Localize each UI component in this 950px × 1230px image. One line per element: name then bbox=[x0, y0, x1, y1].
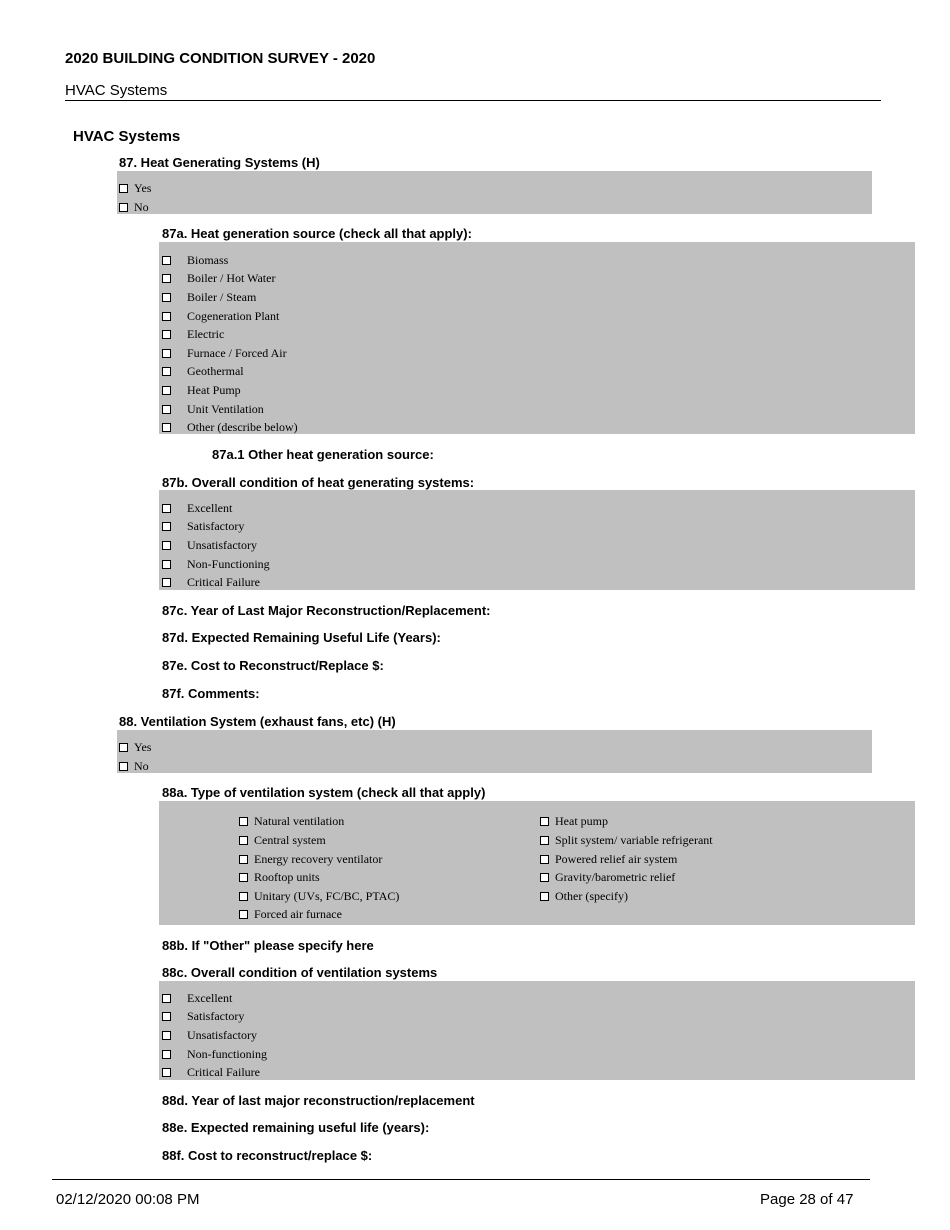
checkbox[interactable] bbox=[162, 274, 171, 283]
question-88e-label: 88e. Expected remaining useful life (years): bbox=[162, 1120, 430, 1135]
checkbox[interactable] bbox=[239, 873, 248, 882]
question-87f-label: 87f. Comments: bbox=[162, 686, 260, 701]
question-87a-label: 87a. Heat generation source (check all that apply): bbox=[162, 226, 472, 241]
checkbox[interactable] bbox=[239, 910, 248, 919]
checkbox[interactable] bbox=[162, 560, 171, 569]
q87b-options-panel: Excellent Satisfactory Unsatisfactory Non-Functioning Critical Failure bbox=[159, 490, 915, 590]
footer-timestamp: 02/12/2020 00:08 PM bbox=[56, 1191, 200, 1208]
question-88c-label: 88c. Overall condition of ventilation systems bbox=[162, 965, 438, 980]
q87-options-panel: Yes No bbox=[117, 171, 872, 214]
q87a-options-panel: Biomass Boiler / Hot Water Boiler / Steam Cogeneration Plant Electric Furnace / Forced Air Geothermal Heat Pump Unit Ventilation Other (describe below) bbox=[159, 242, 915, 434]
question-87d-label: 87d. Expected Remaining Useful Life (Years): bbox=[162, 630, 441, 645]
question-88-label: 88. Ventilation System (exhaust fans, etc) (H) bbox=[119, 714, 396, 729]
checkbox[interactable] bbox=[540, 836, 549, 845]
question-87a1-label: 87a.1 Other heat generation source: bbox=[212, 447, 434, 462]
question-87-label: 87. Heat Generating Systems (H) bbox=[119, 155, 320, 170]
checkbox[interactable] bbox=[239, 817, 248, 826]
checkbox[interactable] bbox=[119, 762, 128, 771]
checkbox[interactable] bbox=[162, 293, 171, 302]
checkbox[interactable] bbox=[540, 873, 549, 882]
checkbox[interactable] bbox=[162, 1031, 171, 1040]
footer-divider bbox=[52, 1179, 870, 1180]
checkbox[interactable] bbox=[162, 1068, 171, 1077]
checkbox[interactable] bbox=[162, 330, 171, 339]
checkbox[interactable] bbox=[119, 184, 128, 193]
section-title: HVAC Systems bbox=[73, 128, 181, 145]
q88a-options-panel: Natural ventilation Central system Energy recovery ventilator Rooftop units Unitary (UVs, FC/BC, PTAC) Forced air furnace Heat pump Split system/ variable refrigerant Powered relief air system Gravity/barometric relief Other (specify) bbox=[159, 801, 915, 925]
question-88b-label: 88b. If "Other" please specify here bbox=[162, 938, 374, 953]
question-87e-label: 87e. Cost to Reconstruct/Replace $: bbox=[162, 658, 384, 673]
question-88a-label: 88a. Type of ventilation system (check all that apply) bbox=[162, 785, 486, 800]
checkbox[interactable] bbox=[162, 367, 171, 376]
q88-options-panel: Yes No bbox=[117, 730, 872, 773]
survey-title: 2020 BUILDING CONDITION SURVEY - 2020 bbox=[65, 50, 376, 67]
checkbox[interactable] bbox=[239, 892, 248, 901]
checkbox[interactable] bbox=[540, 817, 549, 826]
footer-page-number: Page 28 of 47 bbox=[760, 1191, 854, 1208]
checkbox[interactable] bbox=[119, 743, 128, 752]
header-divider bbox=[65, 100, 881, 101]
q88c-options-panel: Excellent Satisfactory Unsatisfactory Non-functioning Critical Failure bbox=[159, 981, 915, 1080]
checkbox[interactable] bbox=[540, 855, 549, 864]
checkbox[interactable] bbox=[162, 1050, 171, 1059]
checkbox[interactable] bbox=[162, 256, 171, 265]
checkbox[interactable] bbox=[162, 522, 171, 531]
question-88f-label: 88f. Cost to reconstruct/replace $: bbox=[162, 1148, 373, 1163]
checkbox[interactable] bbox=[162, 349, 171, 358]
question-87b-label: 87b. Overall condition of heat generating systems: bbox=[162, 475, 475, 490]
checkbox[interactable] bbox=[119, 203, 128, 212]
checkbox[interactable] bbox=[239, 836, 248, 845]
checkbox[interactable] bbox=[239, 855, 248, 864]
section-subtitle: HVAC Systems bbox=[65, 82, 168, 99]
checkbox[interactable] bbox=[162, 578, 171, 587]
question-88d-label: 88d. Year of last major reconstruction/replacement bbox=[162, 1093, 475, 1108]
checkbox[interactable] bbox=[162, 405, 171, 414]
checkbox[interactable] bbox=[162, 312, 171, 321]
checkbox[interactable] bbox=[162, 541, 171, 550]
checkbox[interactable] bbox=[540, 892, 549, 901]
checkbox[interactable] bbox=[162, 504, 171, 513]
checkbox[interactable] bbox=[162, 1012, 171, 1021]
checkbox[interactable] bbox=[162, 423, 171, 432]
checkbox[interactable] bbox=[162, 994, 171, 1003]
checkbox[interactable] bbox=[162, 386, 171, 395]
question-87c-label: 87c. Year of Last Major Reconstruction/Replacement: bbox=[162, 603, 491, 618]
